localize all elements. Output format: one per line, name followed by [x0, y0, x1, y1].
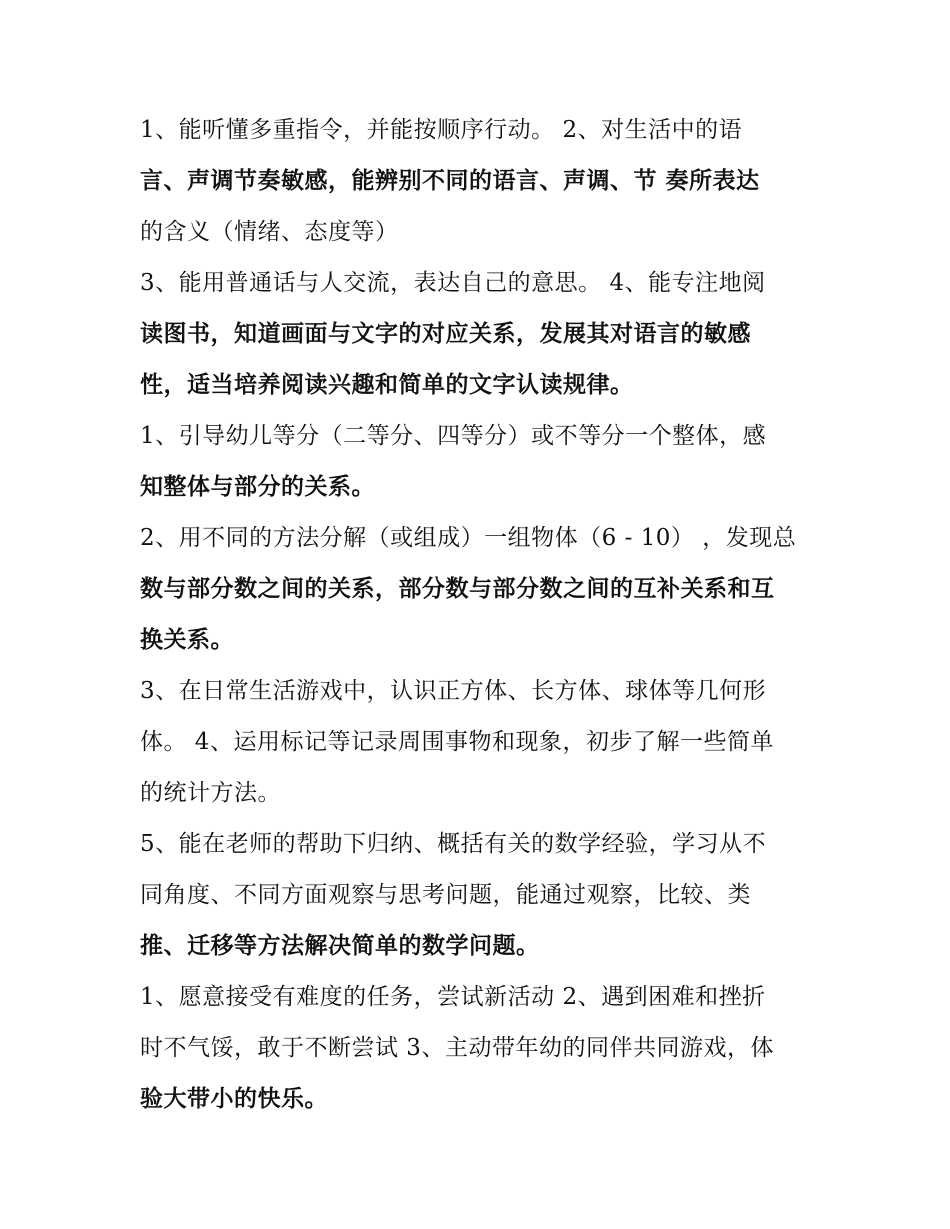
text-line: 同角度、不同方面观察与思考问题，能通过观察，比较、类 [140, 882, 751, 908]
text-line: 1、能听懂多重指令，并能按顺序行动。 2、对生活中的语 [140, 117, 743, 143]
text-line: 数与部分数之间的关系，部分数与部分数之间的互补关系和互 [140, 576, 775, 602]
text-line: 知整体与部分的关系。 [140, 474, 375, 500]
text-line: 体。 4、运用标记等记录周围事物和现象，初步了解一些简单 [140, 729, 774, 755]
text-line: 时不气馁，敢于不断尝试 3、主动带年幼的同伴共同游戏，体 [140, 1035, 774, 1061]
text-line: 1、愿意接受有难度的任务，尝试新活动 2、遇到困难和挫折 [140, 984, 766, 1010]
text-line: 推、迁移等方法解决简单的数学问题。 [140, 933, 540, 959]
text-line: 3、在日常生活游戏中，认识正方体、长方体、球体等几何形 [140, 678, 767, 704]
text-line: 3、能用普通话与人交流，表达自己的意思。 4、能专注地阅 [140, 270, 766, 296]
text-line: 的统计方法。 [140, 780, 281, 806]
text-line: 读图书，知道画面与文字的对应关系，发展其对语言的敏感 [140, 321, 751, 347]
text-line: 的含义（情绪、态度等） [140, 219, 399, 245]
text-line: 2、用不同的方法分解（或组成）一组物体（6 - 10） ，发现总 [140, 525, 797, 551]
text-line: 言、声调节奏敏感，能辨别不同的语言、声调、节 奏所表达 [140, 168, 760, 194]
text-line: 换关系。 [140, 627, 234, 653]
text-line: 验大带小的快乐。 [140, 1086, 328, 1112]
text-line: 1、引导幼儿等分（二等分、四等分）或不等分一个整体，感 [140, 423, 767, 449]
text-line: 性，适当培养阅读兴趣和简单的文字认读规律。 [140, 372, 634, 398]
text-line: 5、能在老师的帮助下归纳、概括有关的数学经验，学习从不 [140, 831, 767, 857]
